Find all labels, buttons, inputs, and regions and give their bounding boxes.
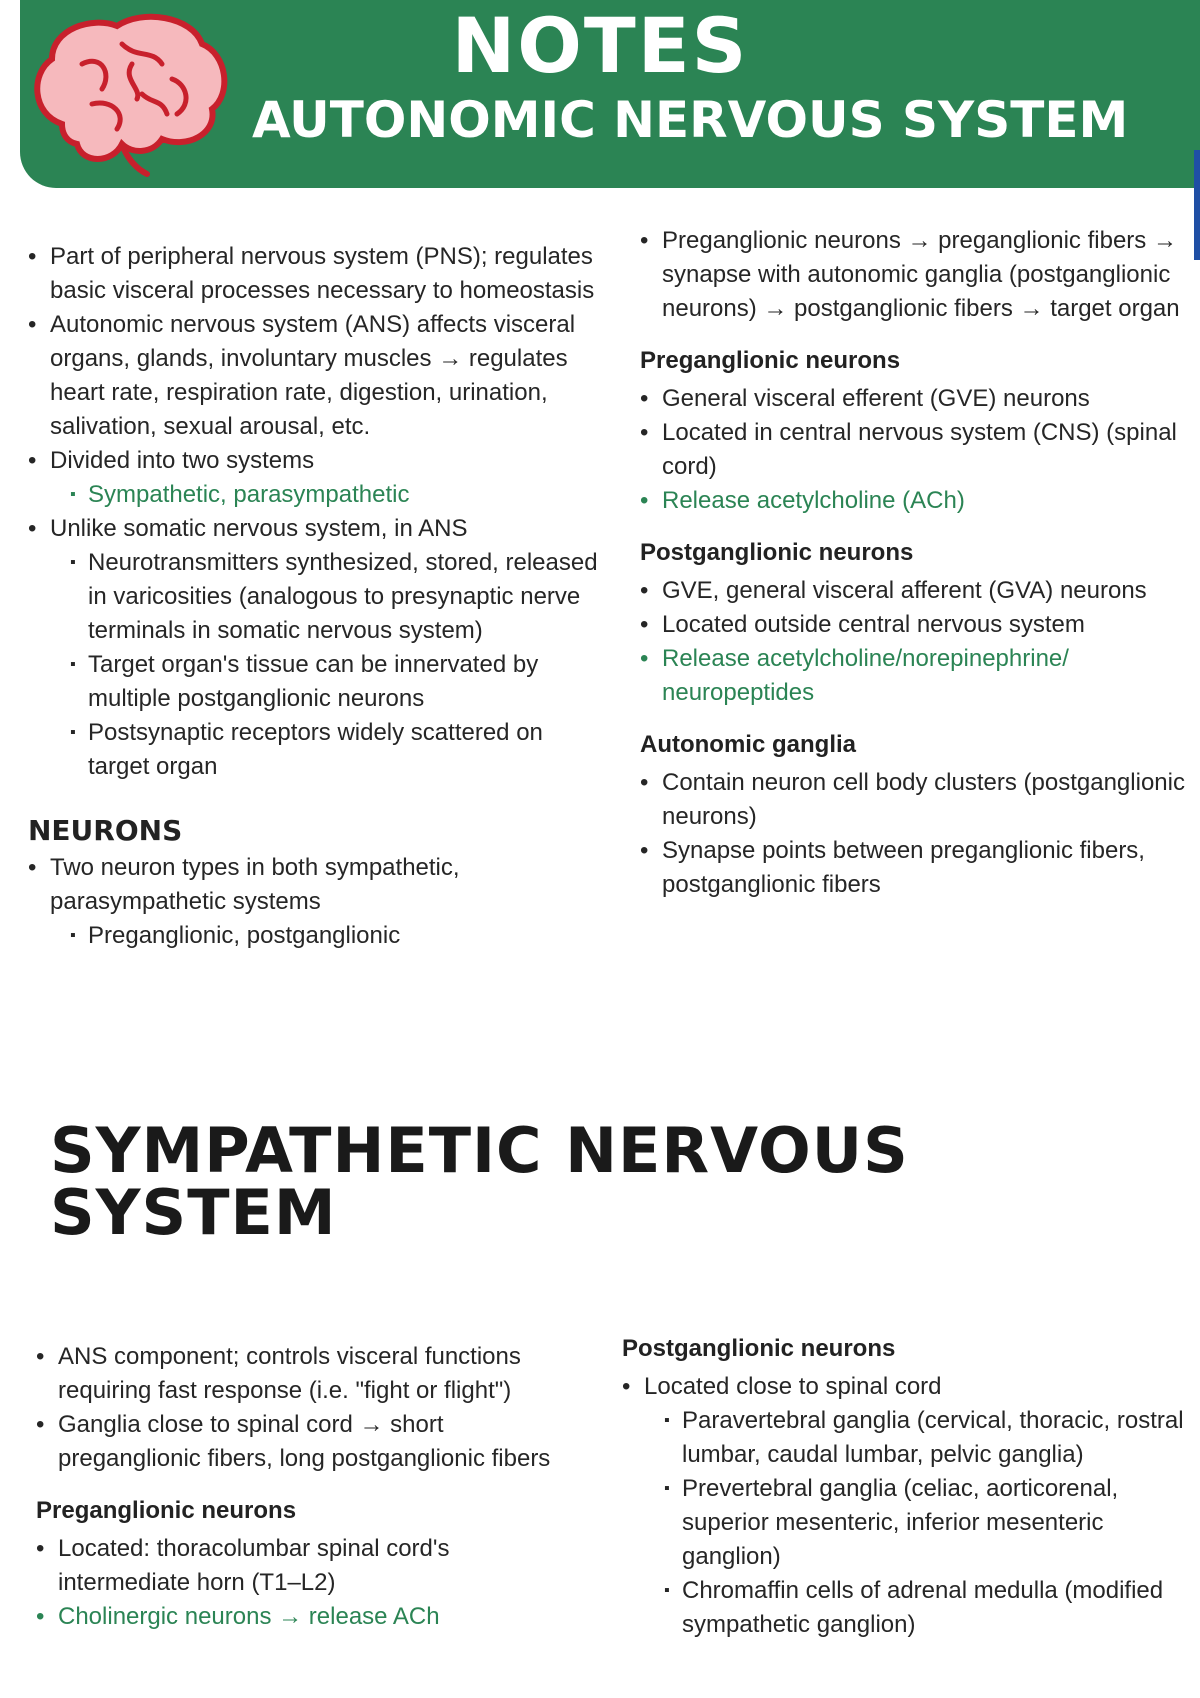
intro-bullet: • Part of peripheral nervous system (PNS); regulates basic visceral processes necessary to homeostasis [28,240,608,308]
intro-sub-bullet: ▪ Sympathetic, parasympathetic [70,478,608,512]
postganglionic-bullet: • GVE, general visceral afferent (GVA) neurons [640,574,1185,608]
sym-postganglionic-sub-bullet: ▪ Chromaffin cells of adrenal medulla (modified sympathetic ganglion) [664,1574,1187,1642]
neurons-bullet: • Two neuron types in both sympathetic, parasympathetic systems [28,851,608,919]
flow-bullet: • Preganglionic neurons → preganglionic fibers → synapse with autonomic ganglia (postganglionic neurons) → postganglionic fibers → target organ [640,224,1185,326]
sym-postganglionic-sub-bullet: ▪ Prevertebral ganglia (celiac, aorticorenal, superior mesenteric, inferior mesenteric ganglion) [664,1472,1187,1574]
sym-postganglionic-heading: Postganglionic neurons [622,1335,896,1362]
intro-bullet: • Divided into two systems [28,444,608,478]
preganglionic-bullet: • Release acetylcholine (ACh) [640,484,1185,518]
sym-preganglionic-bullet: • Cholinergic neurons → release ACh [36,1600,576,1634]
autonomic-ganglia-heading: Autonomic ganglia [640,731,856,758]
postganglionic-bullet: • Located outside central nervous system [640,608,1185,642]
neuron-types-column [640,224,1185,902]
preganglionic-bullet: • Located in central nervous system (CNS) (spinal cord) [640,416,1185,484]
neurons-heading: NEURONS [28,814,183,847]
postganglionic-bullet: • Release acetylcholine/norepinephrine/ neuropeptides [640,642,1185,710]
sympathetic-left-column [36,1340,576,1634]
sympathetic-heading: SYMPATHETIC NERVOUS SYSTEM [50,1114,909,1249]
sym-preganglionic-bullet: • Located: thoracolumbar spinal cord's intermediate horn (T1–L2) [36,1532,576,1600]
intro-column [28,240,608,953]
sym-postganglionic-bullet: • Located close to spinal cord [622,1370,1187,1404]
intro-bullet: • Unlike somatic nervous system, in ANS [28,512,608,546]
sym-postganglionic-sub-bullet: ▪ Paravertebral ganglia (cervical, thoracic, rostral lumbar, caudal lumbar, pelvic ganglia) [664,1404,1187,1472]
sym-preganglionic-heading: Preganglionic neurons [36,1497,297,1524]
sympathetic-bullet: • Ganglia close to spinal cord → short preganglionic fibers, long postganglionic fibers [36,1408,576,1476]
intro-sub-bullet: ▪ Postsynaptic receptors widely scattered on target organ [70,716,608,784]
postganglionic-heading: Postganglionic neurons [640,539,914,566]
preganglionic-bullet: • General visceral efferent (GVE) neurons [640,382,1185,416]
intro-sub-bullet: ▪ Neurotransmitters synthesized, stored, released in varicosities (analogous to presynaptic nerve terminals in somatic nervous system) [70,546,608,648]
intro-bullet: • Autonomic nervous system (ANS) affects visceral organs, glands, involuntary muscles → regulates heart rate, respiration rate, digestion, urination, salivation, sexual arousal, etc. [28,308,608,444]
ganglia-bullet: • Contain neuron cell body clusters (postganglionic neurons) [640,766,1185,834]
sympathetic-right-column [622,1332,1187,1642]
edge-marker [1194,150,1200,260]
ganglia-bullet: • Synapse points between preganglionic fibers, postganglionic fibers [640,834,1185,902]
page-title: NOTES [451,1,749,90]
page-subtitle: AUTONOMIC NERVOUS SYSTEM [252,91,1129,149]
preganglionic-heading: Preganglionic neurons [640,347,901,374]
intro-sub-bullet: ▪ Target organ's tissue can be innervated by multiple postganglionic neurons [70,648,608,716]
neurons-sub-bullet: ▪ Preganglionic, postganglionic [70,919,608,953]
sympathetic-bullet: • ANS component; controls visceral functions requiring fast response (i.e. "fight or flight") [36,1340,576,1408]
